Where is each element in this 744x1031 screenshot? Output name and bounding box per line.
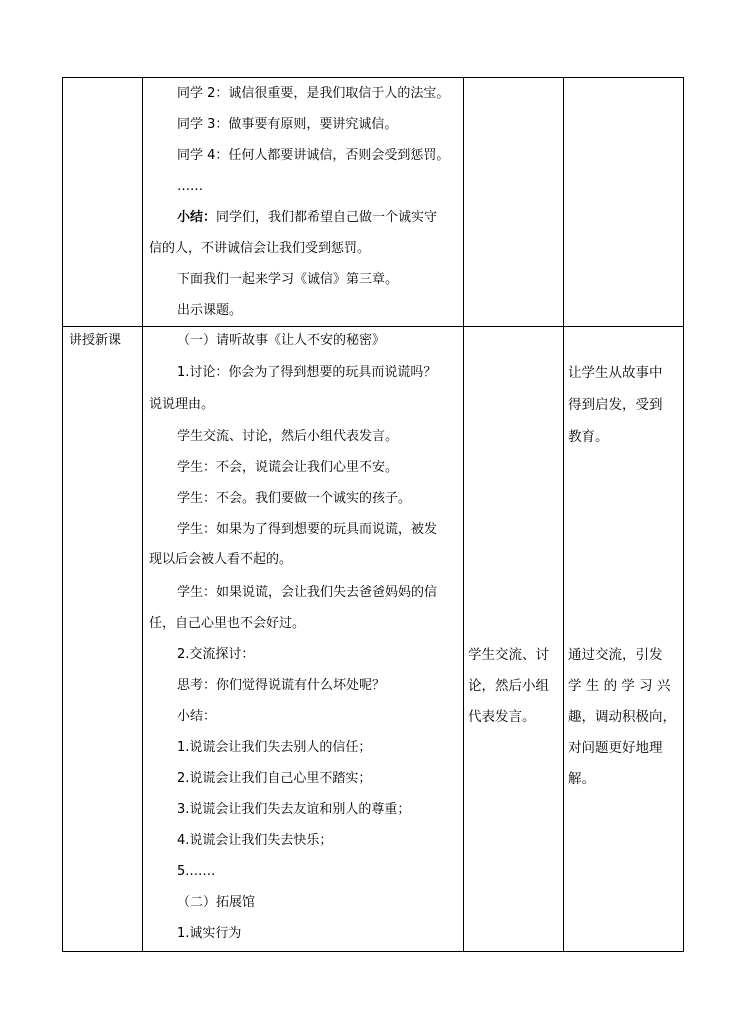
summary-label: 小结：	[177, 210, 217, 225]
stage-cell-empty	[63, 78, 143, 327]
text-line: 现以后会被人看不起的。	[149, 552, 293, 567]
text-line: 学生：不会，说谎会让我们心里不安。	[177, 460, 399, 475]
text-line: 1.讨论：你会为了得到想要的玩具而说谎吗？	[177, 365, 437, 380]
text-line: 得到启发，受到	[568, 397, 663, 413]
text-line: 学生：如果说谎，会让我们失去爸爸妈妈的信	[177, 585, 438, 600]
text-line: 让学生从故事中	[568, 365, 663, 381]
activity-cell-empty	[464, 78, 564, 327]
list-item: 5.……	[177, 864, 216, 879]
text-line: （一）请听故事《让人不安的秘密》	[177, 333, 386, 348]
text-line: 学生交流、讨	[468, 647, 549, 663]
text-line: 论，然后小组	[468, 678, 549, 694]
text-line: 小结：	[177, 709, 217, 724]
text-line: 信的人，不讲诚信会让我们受到惩罚。	[149, 241, 371, 256]
intent-cell-empty	[564, 78, 684, 327]
table-row	[63, 327, 684, 952]
stage-cell	[63, 327, 143, 952]
text-line: 出示课题。	[177, 303, 243, 318]
text-line: 思考：你们觉得说谎有什么坏处呢？	[177, 678, 386, 693]
text-line: 解。	[568, 771, 595, 787]
text-line: 学生交流、讨论，然后小组代表发言。	[177, 429, 399, 444]
text-line: 教育。	[568, 429, 609, 445]
text-line: 对问题更好地理	[568, 740, 663, 756]
list-item: 4.说谎会让我们失去快乐；	[177, 833, 333, 848]
summary-line	[143, 209, 463, 227]
list-item: 2.说谎会让我们自己心里不踏实；	[177, 771, 372, 786]
text-line: 学 生 的 学 习 兴	[568, 678, 671, 694]
intent-cell	[564, 327, 684, 952]
text-line: 任，自己心里也不会好过。	[149, 616, 306, 631]
content-cell	[143, 327, 464, 952]
list-item: 1.说谎会让我们失去别人的信任；	[177, 740, 372, 755]
text-line: 同学 3：做事要有原则，要讲究诚信。	[177, 117, 398, 132]
text-line: 代表发言。	[468, 709, 536, 725]
text-line: 学生：不会。我们要做一个诚实的孩子。	[177, 491, 412, 506]
stage-label: 讲授新课	[69, 333, 122, 348]
content-cell	[143, 78, 464, 327]
text-line: 2.交流探讨：	[177, 647, 255, 662]
table-row	[63, 78, 684, 327]
text-line: 下面我们一起来学习《诚信》第三章。	[177, 272, 399, 287]
lesson-plan-table	[62, 77, 684, 952]
text-line: 同学 2：诚信很重要，是我们取信于人的法宝。	[177, 86, 450, 101]
text-line: ……	[177, 179, 203, 194]
text-line: 通过交流，引发	[568, 647, 663, 663]
list-item: 3.说谎会让我们失去友谊和别人的尊重；	[177, 802, 411, 817]
activity-cell	[464, 327, 564, 952]
text-line: 1.诚实行为	[177, 926, 242, 941]
text-line: 说说理由。	[149, 397, 215, 412]
section-heading: （二）拓展馆	[177, 895, 256, 910]
text-line: 学生：如果为了得到想要的玩具而说谎，被发	[177, 522, 438, 537]
text-line: 趣，调动积极向，	[568, 709, 676, 725]
text-line: 同学 4：任何人都要讲诚信，否则会受到惩罚。	[177, 148, 450, 163]
summary-text: 同学们，我们都希望自己做一个诚实守	[216, 210, 438, 225]
